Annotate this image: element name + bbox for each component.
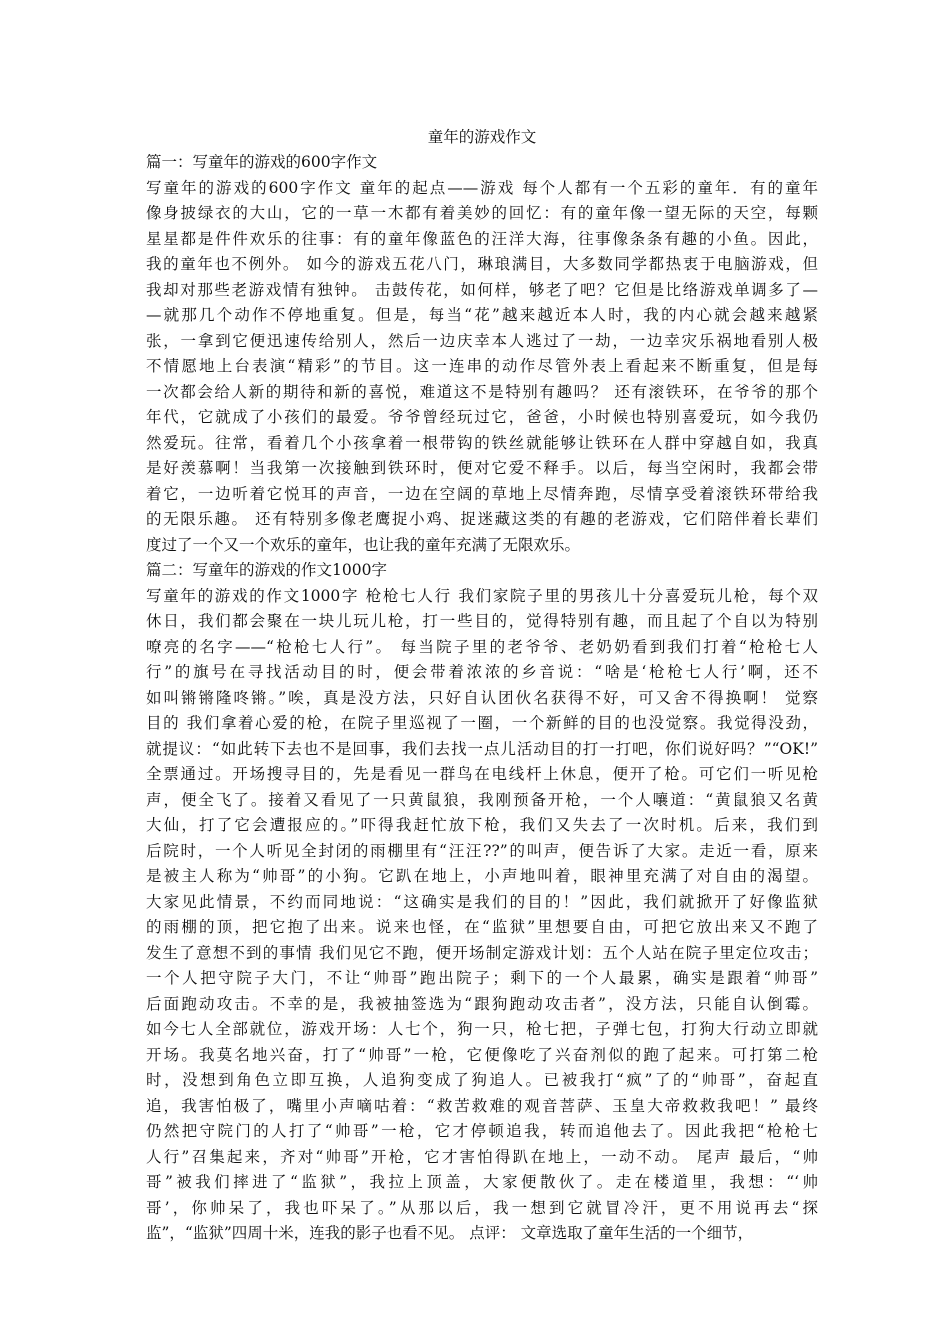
paragraph-line: 我的童年也不例外。 如今的游戏五花八门，琳琅满目，大多数同学都热衷于电脑游戏，但 <box>146 255 818 273</box>
paragraph-line: 年代，它就成了小孩们的最爱。爷爷曾经玩过它，爸爸，小时候也特别喜爱玩，如今我仍 <box>146 408 818 426</box>
paragraph-line: 不情愿地上台表演“精彩”的节目。这一连串的动作尽管外表上看起来不断重复，但是每 <box>146 357 818 375</box>
paragraph-line: 度过了一个又一个欢乐的童年，也让我的童年充满了无限欢乐。 <box>146 535 581 554</box>
paragraph-line: 写童年的游戏的600字作文 童年的起点——游戏 每个人都有一个五彩的童年．有的童年 <box>146 178 818 197</box>
paragraph-line: 张，一拿到它便迅速传给别人，然后一边庆幸本人逃过了一劫，一边幸灾乐祸地看别人极 <box>146 331 818 350</box>
paragraph-line: 哥”被我们摔进了“监狱”，我拉上顶盖，大家便散伙了。走在楼道里，我想：“‘帅 <box>146 1173 818 1191</box>
paragraph-line: 是好羡慕啊！当我第一次接触到铁环时，便对它爱不释手。以后，每当空闲时，我都会带 <box>146 459 818 477</box>
paragraph-line: 一次都会给人新的期待和新的喜悦，难道这不是特别有趣吗？ 还有滚铁环，在爷爷的那个 <box>146 382 818 401</box>
document-page <box>146 127 818 1247</box>
paragraph-line: 监”，“监狱”四周十米，连我的影子也看不见。 点评： 文章选取了童年生活的一个细节， <box>146 1224 754 1242</box>
section-heading: 篇一：写童年的游戏的600字作文 <box>146 153 378 171</box>
paragraph-line: 如叫锵锵隆咚锵。”唉，真是没方法，只好自认团伙名获得不好，可又舍不得换啊！ 觉察 <box>146 688 818 707</box>
paragraph-line: 一个人把守院子大门，不让“帅哥”跑出院子；剩下的一个人最累，确实是跟着“帅哥” <box>146 969 818 987</box>
paragraph-line: —就那几个动作不停地重复。但是，每当“花”越来越近本人时，我的内心就会越来越紧 <box>146 306 818 324</box>
paragraph-line: 然爱玩。往常，看着几个小孩拿着一根带钩的铁丝就能够让铁环在人群中穿越自如，我真 <box>146 433 818 452</box>
paragraph-line: 就提议：“如此转下去也不是回事，我们去找一点儿活动目的打一打吧，你们说好吗？”“OK!” <box>146 739 818 758</box>
section-2 <box>146 558 818 1247</box>
paragraph-line: 星星都是件件欢乐的往事：有的童年像蓝色的汪洋大海，往事像条条有趣的小鱼。因此， <box>146 229 818 248</box>
paragraph-line: 休日，我们都会聚在一块儿玩儿枪，打一些目的，觉得特别有趣，而且起了个自以为特别 <box>146 612 818 630</box>
paragraph-line: 我却对那些老游戏情有独钟。 击鼓传花，如何样，够老了吧？它但是比络游戏单调多了— <box>146 280 818 299</box>
paragraph-line: 追，我害怕极了，嘴里小声嘀咕着：“救苦救难的观音菩萨、玉皇大帝救救我吧！” 最终 <box>146 1096 818 1115</box>
section-heading: 篇二：写童年的游戏的作文1000字 <box>146 561 387 579</box>
paragraph-line: 是被主人称为“帅哥”的小狗。它趴在地上，小声地叫着，眼神里充满了对自由的渴望。 <box>146 867 818 885</box>
paragraph-line: 仍然把守院门的人打了“帅哥”一枪，它才停顿追我，转而追他去了。因此我把“枪枪七 <box>146 1122 818 1140</box>
paragraph-line: 着它，一边听着它悦耳的声音，一边在空阔的草地上尽情奔跑，尽情享受着滚铁环带给我 <box>146 484 818 503</box>
paragraph-line: 的雨棚的顶，把它抱了出来。说来也怪，在“监狱”里想要自由，可把它放出来又不跑了 <box>146 918 818 936</box>
paragraph-line: 行”的旗号在寻找活动目的时，便会带着浓浓的乡音说：“啥是‘枪枪七人行’啊，还不 <box>146 663 818 681</box>
paragraph-line: 大家见此情景，不约而同地说：“这确实是我们的目的！”因此，我们就掀开了好像监狱 <box>146 892 818 911</box>
paragraph-line: 嘹亮的名字——“枪枪七人行”。 每当院子里的老爷爷、老奶奶看到我们打着“枪枪七人 <box>146 637 818 656</box>
paragraph-line: 后院时，一个人听见全封闭的雨棚里有“汪汪??”的叫声，便告诉了大家。走近一看，原来 <box>146 841 818 860</box>
section-1 <box>146 150 818 558</box>
paragraph-line: 哥’，你帅呆了，我也吓呆了。”从那以后，我一想到它就冒冷汗，更不用说再去“探 <box>146 1198 818 1217</box>
paragraph-line: 发生了意想不到的事情 我们见它不跑，便开场制定游戏计划：五个人站在院子里定位攻击； <box>146 943 818 962</box>
paragraph-line: 人行”召集起来，齐对“帅哥”开枪，它才害怕得趴在地上，一动不动。 尾声 最后，“帅 <box>146 1147 818 1166</box>
paragraph-line: 如今七人全部就位，游戏开场：人七个，狗一只，枪七把，子弹七包，打狗大行动立即就 <box>146 1020 818 1038</box>
paragraph-line: 全票通过。开场搜寻目的，先是看见一群鸟在电线杆上休息，便开了枪。可它们一听见枪 <box>146 765 818 783</box>
document-body <box>146 150 818 1247</box>
paragraph-line: 后面跑动攻击。不幸的是，我被抽签选为“跟狗跑动攻击者”，没方法，只能自认倒霉。 <box>146 994 818 1013</box>
paragraph-line: 目的 我们拿着心爱的枪，在院子里巡视了一圈，一个新鲜的目的也没觉察。我觉得没劲， <box>146 714 818 732</box>
document-title: 童年的游戏作文 <box>427 128 537 146</box>
paragraph-line: 声，便全飞了。接着又看见了一只黄鼠狼，我刚预备开枪，一个人嚷道：“黄鼠狼又名黄 <box>146 790 818 809</box>
paragraph-line: 开场。我莫名地兴奋，打了“帅哥”一枪，它便像吃了兴奋剂似的跑了起来。可打第二枪 <box>146 1045 818 1064</box>
paragraph-line: 写童年的游戏的作文1000字 枪枪七人行 我们家院子里的男孩儿十分喜爱玩儿枪，每个双 <box>146 586 818 605</box>
paragraph-line: 大仙，打了它会遭报应的。”吓得我赶忙放下枪，我们又失去了一次时机。后来，我们到 <box>146 816 818 834</box>
paragraph-line: 的无限乐趣。 还有特别多像老鹰捉小鸡、捉迷藏这类的有趣的老游戏，它们陪伴着长辈们 <box>146 510 818 528</box>
paragraph-line: 时，没想到角色立即互换，人追狗变成了狗追人。已被我打“疯”了的“帅哥”，奋起直 <box>146 1071 818 1089</box>
paragraph-line: 像身披绿衣的大山，它的一草一木都有着美妙的回忆：有的童年像一望无际的天空，每颗 <box>146 204 818 222</box>
